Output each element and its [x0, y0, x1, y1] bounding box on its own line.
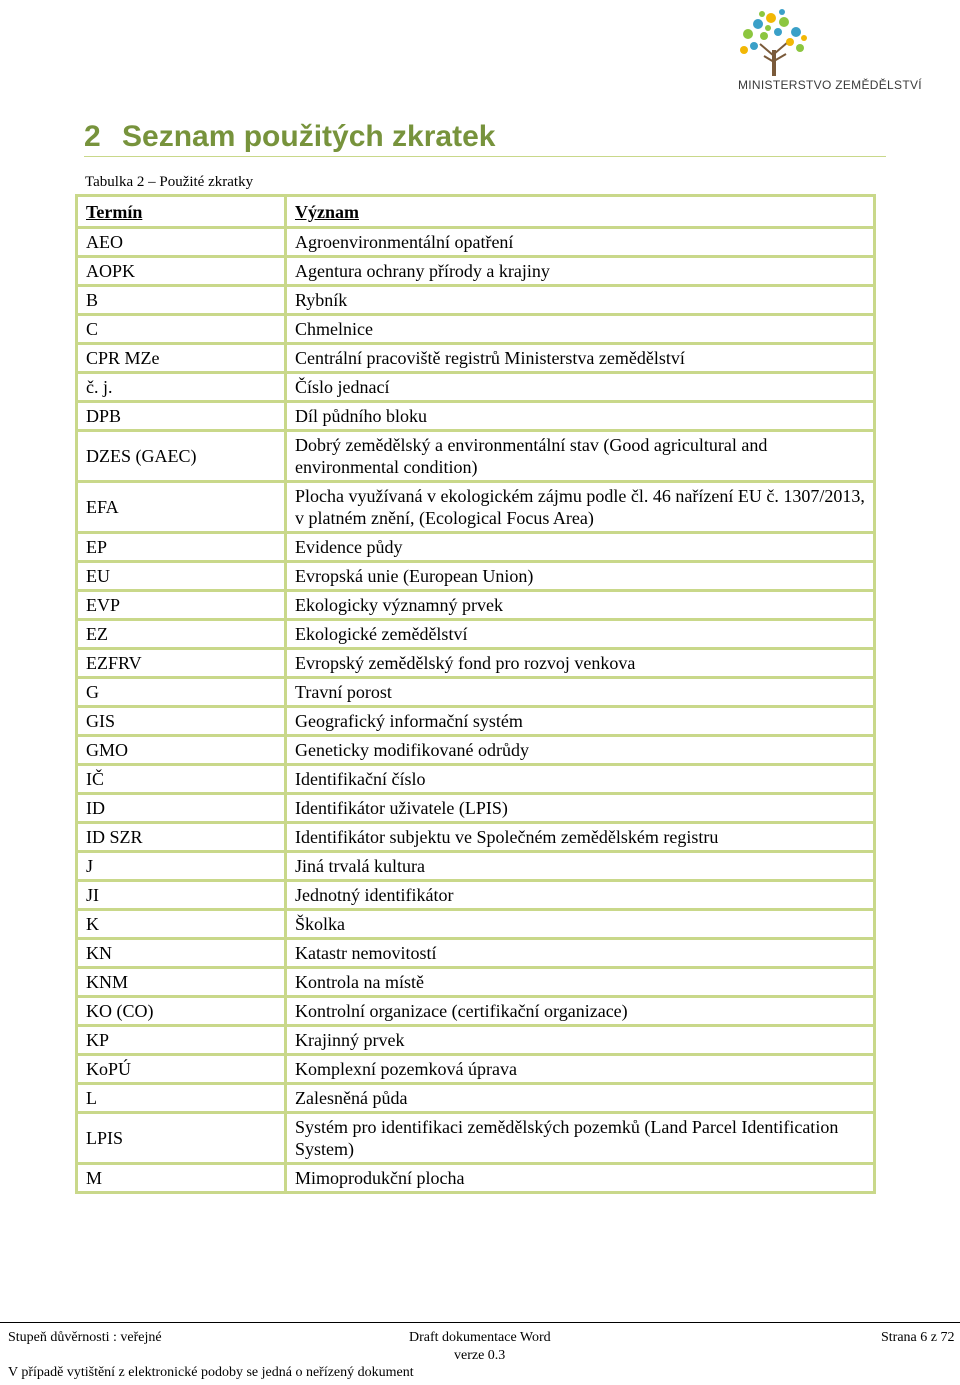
term-cell: GIS [77, 707, 286, 736]
term-cell: AEO [77, 228, 286, 257]
meaning-cell: Geneticky modifikované odrůdy [286, 736, 875, 765]
table-row [77, 794, 875, 823]
table-row [77, 707, 875, 736]
term-cell: DPB [77, 402, 286, 431]
footer-version: verze 0.3 [454, 1348, 506, 1363]
column-header-meaning: Význam [286, 196, 875, 228]
column-header-term: Termín [77, 196, 286, 228]
meaning-cell: Katastr nemovitostí [286, 939, 875, 968]
meaning-cell: Agroenvironmentální opatření [286, 228, 875, 257]
meaning-cell: Ekologické zemědělství [286, 620, 875, 649]
term-cell: B [77, 286, 286, 315]
term-cell: DZES (GAEC) [77, 431, 286, 482]
meaning-cell: Systém pro identifikaci zemědělských pozemků (Land Parcel Identification System) [286, 1113, 875, 1164]
section-title: Seznam použitých zkratek [122, 120, 496, 153]
meaning-cell: Díl půdního bloku [286, 402, 875, 431]
term-cell: KO (CO) [77, 997, 286, 1026]
meaning-cell: Agentura ochrany přírody a krajiny [286, 257, 875, 286]
table-row [77, 736, 875, 765]
term-cell: EZ [77, 620, 286, 649]
table-row [77, 823, 875, 852]
term-cell: EU [77, 562, 286, 591]
meaning-cell: Jednotný identifikátor [286, 881, 875, 910]
meaning-cell: Travní porost [286, 678, 875, 707]
table-row [77, 649, 875, 678]
term-cell: K [77, 910, 286, 939]
table-body [77, 228, 875, 1193]
ministry-logo [668, 6, 922, 96]
term-cell: EP [77, 533, 286, 562]
meaning-cell: Identifikátor subjektu ve Společném zemědělském registru [286, 823, 875, 852]
table-row [77, 910, 875, 939]
meaning-cell: Kontrola na místě [286, 968, 875, 997]
term-cell: KoPÚ [77, 1055, 286, 1084]
table-row [77, 1113, 875, 1164]
meaning-cell: Evropská unie (European Union) [286, 562, 875, 591]
logo-text: MINISTERSTVO ZEMĚDĚLSTVÍ [738, 78, 922, 92]
term-cell: AOPK [77, 257, 286, 286]
table-row [77, 533, 875, 562]
table-row [77, 852, 875, 881]
term-cell: JI [77, 881, 286, 910]
term-cell: ID SZR [77, 823, 286, 852]
table-row [77, 765, 875, 794]
meaning-cell: Evropský zemědělský fond pro rozvoj venkova [286, 649, 875, 678]
table-row [77, 997, 875, 1026]
table-row [77, 482, 875, 533]
footer-print-note: V případě vytištění z elektronické podoby se jedná o neřízený dokument [8, 1365, 414, 1380]
term-cell: ID [77, 794, 286, 823]
footer-divider [0, 1322, 960, 1323]
table-row [77, 1026, 875, 1055]
meaning-cell: Dobrý zemědělský a environmentální stav (Good agricultural and environmental condition) [286, 431, 875, 482]
meaning-cell: Mimoprodukční plocha [286, 1164, 875, 1193]
meaning-cell: Ekologicky významný prvek [286, 591, 875, 620]
table-row [77, 1164, 875, 1193]
footer-confidentiality: Stupeň důvěrnosti : veřejné [8, 1330, 162, 1345]
meaning-cell: Číslo jednací [286, 373, 875, 402]
section-number: 2 [84, 120, 101, 153]
meaning-cell: Identifikační číslo [286, 765, 875, 794]
meaning-cell: Zalesněná půda [286, 1084, 875, 1113]
table-row [77, 591, 875, 620]
table-row [77, 939, 875, 968]
meaning-cell: Plocha využívaná v ekologickém zájmu podle čl. 46 nařízení EU č. 1307/2013, v platném znění, (Ecological Focus Area) [286, 482, 875, 533]
term-cell: L [77, 1084, 286, 1113]
table-row [77, 431, 875, 482]
term-cell: C [77, 315, 286, 344]
table-row [77, 286, 875, 315]
table-caption: Tabulka 2 – Použité zkratky [85, 174, 254, 190]
table-row [77, 228, 875, 257]
meaning-cell: Školka [286, 910, 875, 939]
term-cell: KNM [77, 968, 286, 997]
table-row [77, 620, 875, 649]
table-row [77, 562, 875, 591]
meaning-cell: Rybník [286, 286, 875, 315]
table-row [77, 315, 875, 344]
table-row [77, 373, 875, 402]
meaning-cell: Chmelnice [286, 315, 875, 344]
abbreviations-table [75, 194, 876, 1194]
term-cell: EVP [77, 591, 286, 620]
meaning-cell: Krajinný prvek [286, 1026, 875, 1055]
meaning-cell: Identifikátor uživatele (LPIS) [286, 794, 875, 823]
table-row [77, 968, 875, 997]
section-heading [84, 120, 886, 157]
footer-doc-type: Draft dokumentace Word [409, 1330, 551, 1345]
term-cell: M [77, 1164, 286, 1193]
meaning-cell: Kontrolní organizace (certifikační organizace) [286, 997, 875, 1026]
table-row [77, 402, 875, 431]
meaning-cell: Jiná trvalá kultura [286, 852, 875, 881]
table-row [77, 1055, 875, 1084]
meaning-cell: Centrální pracoviště registrů Ministerstva zemědělství [286, 344, 875, 373]
term-cell: EZFRV [77, 649, 286, 678]
term-cell: KP [77, 1026, 286, 1055]
term-cell: CPR MZe [77, 344, 286, 373]
term-cell: G [77, 678, 286, 707]
meaning-cell: Geografický informační systém [286, 707, 875, 736]
tree-logo-icon [668, 6, 883, 78]
term-cell: GMO [77, 736, 286, 765]
table-row [77, 881, 875, 910]
term-cell: KN [77, 939, 286, 968]
term-cell: č. j. [77, 373, 286, 402]
meaning-cell: Evidence půdy [286, 533, 875, 562]
term-cell: J [77, 852, 286, 881]
table-header-row [77, 196, 875, 228]
meaning-cell: Komplexní pozemková úprava [286, 1055, 875, 1084]
table-row [77, 678, 875, 707]
footer-page-number: Strana 6 z 72 [881, 1330, 955, 1345]
term-cell: IČ [77, 765, 286, 794]
term-cell: LPIS [77, 1113, 286, 1164]
table-row [77, 344, 875, 373]
table-row [77, 257, 875, 286]
table-row [77, 1084, 875, 1113]
term-cell: EFA [77, 482, 286, 533]
